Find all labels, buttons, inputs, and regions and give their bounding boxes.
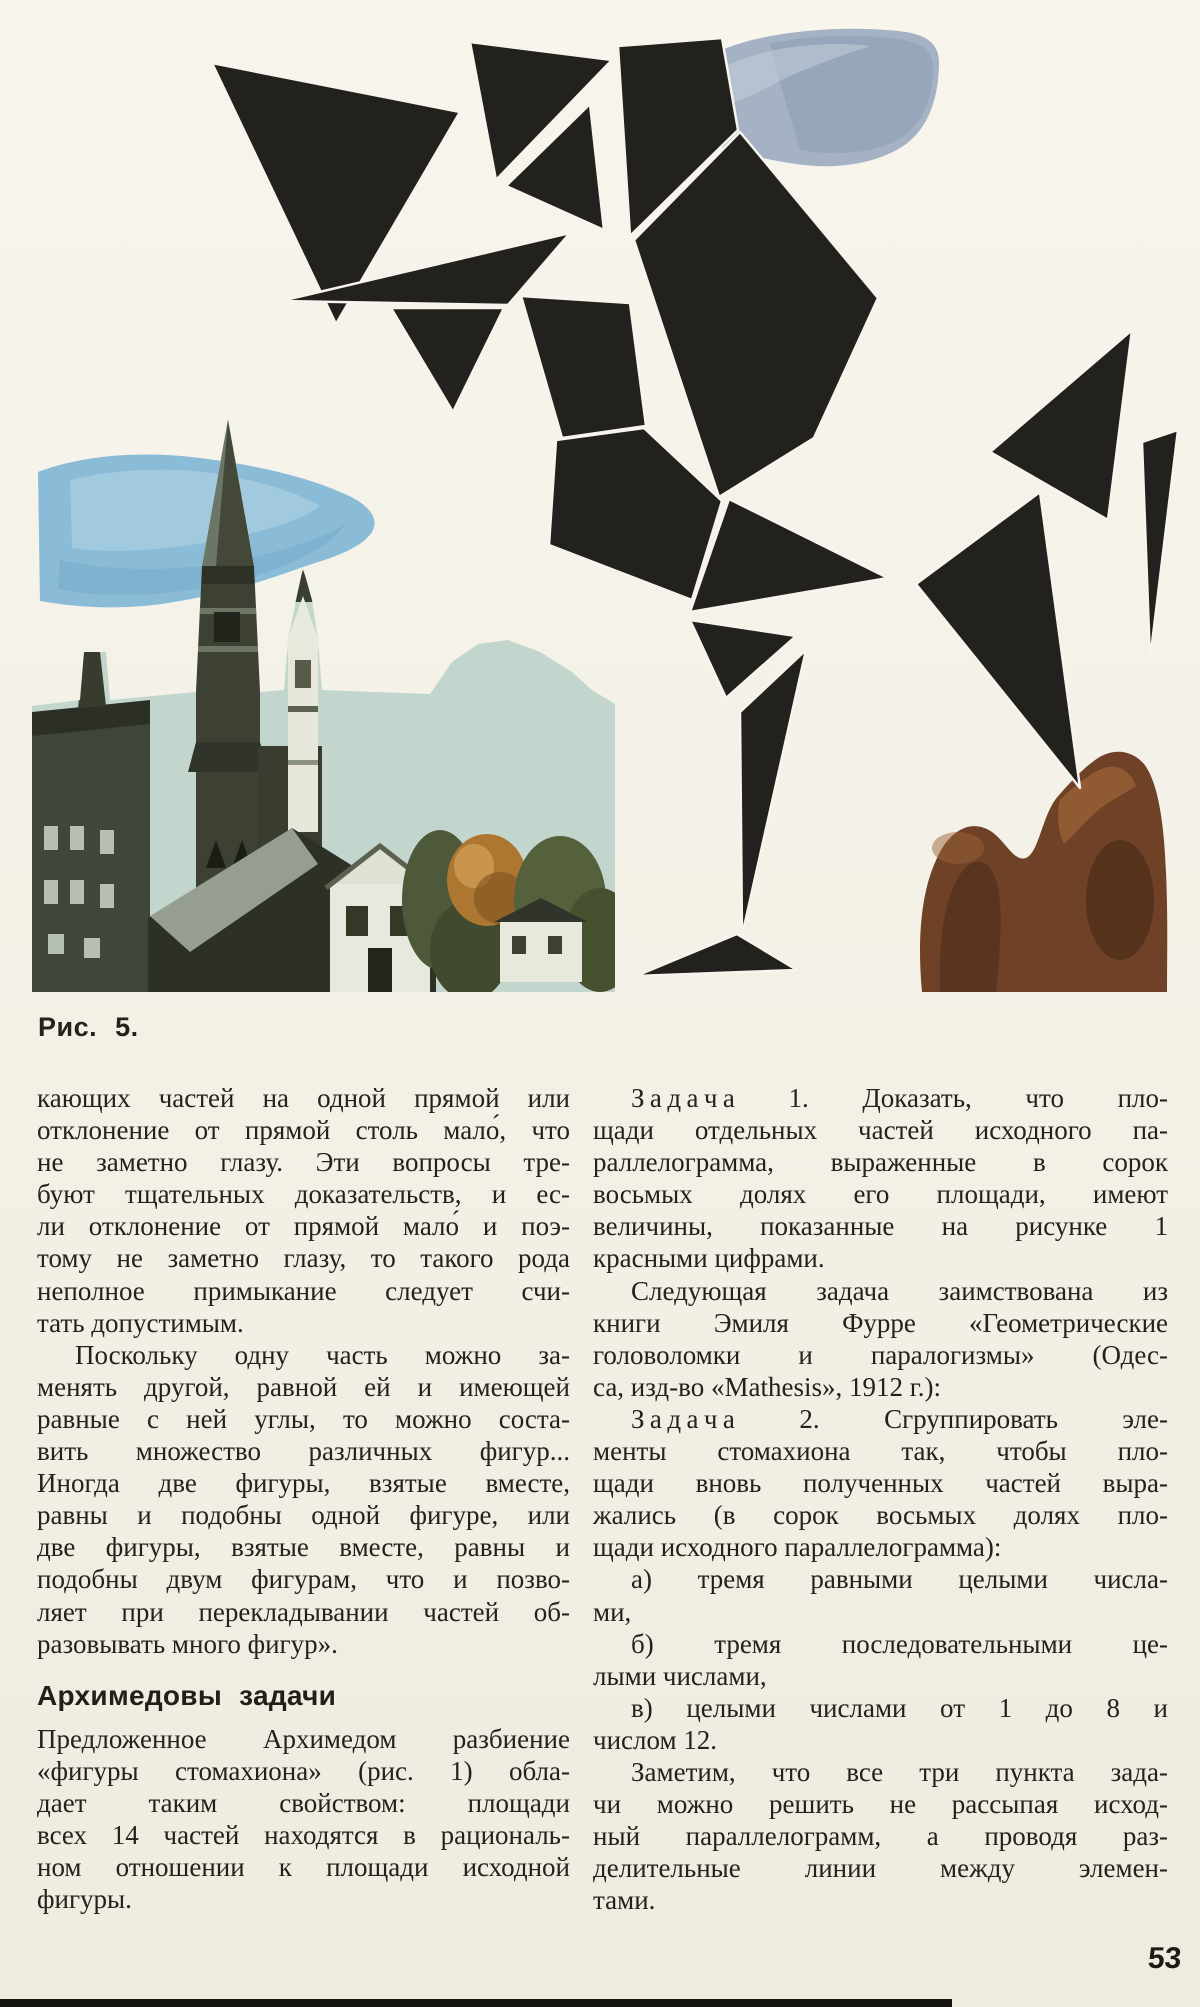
- text-line: Заметим, что все три пункта зада-: [631, 1756, 1168, 1787]
- text-line: «фигуры стомахиона» (рис. 1) обла-: [37, 1755, 570, 1786]
- right-column: [593, 1082, 1168, 1916]
- text-line: не заметно глазу. Эти вопросы тре-: [37, 1147, 570, 1178]
- text-line: подобны двум фигурам, что и позво-: [37, 1564, 570, 1595]
- text-line: головоломки и паралогизмы» (Одес-: [593, 1339, 1168, 1370]
- text-line: восьмых долях его площади, имеют: [593, 1179, 1168, 1210]
- text-line: тами.: [593, 1885, 656, 1916]
- text-line: вить множество различных фигур...: [37, 1436, 570, 1467]
- text-line: жались (в сорок восьмых долях пло-: [593, 1500, 1168, 1531]
- shoulder-quad: [521, 296, 646, 438]
- text-line: ляет при перекладывании частей об-: [37, 1596, 570, 1627]
- text-line: раллелограмма, выраженные в сорок: [593, 1147, 1168, 1178]
- text-line: дает таким свойством: площади: [37, 1787, 570, 1818]
- text-line: б) тремя последовательными це-: [631, 1628, 1168, 1659]
- text-line: чи можно решить не рассыпая исход-: [593, 1789, 1168, 1820]
- wing-triangle: [990, 330, 1132, 520]
- body-pentagon: [549, 428, 722, 600]
- text-line: менты стомахиона так, чтобы пло-: [593, 1436, 1168, 1467]
- white-steeple: [284, 570, 322, 832]
- scan-edge-artifact: [0, 1999, 952, 2007]
- text-line: красными цифрами.: [593, 1243, 825, 1274]
- chest-triangle: [391, 308, 504, 412]
- text-line: тать допустимым.: [37, 1307, 244, 1338]
- text-line: З а д а ч а 1. Доказать, что пло-: [631, 1083, 1168, 1113]
- text-line: фигуры.: [37, 1884, 132, 1915]
- text-line: равны и подобны одной фигуре, или: [37, 1500, 570, 1531]
- text-line: щади отдельных частей исходного па-: [593, 1115, 1168, 1146]
- text-line: щади вновь полученных частей выра-: [593, 1468, 1168, 1499]
- page-number: 53: [1146, 1942, 1183, 1975]
- text-line: разовывать много фигур».: [37, 1628, 338, 1659]
- left-column: [37, 1082, 570, 1915]
- belly-triangle: [690, 499, 888, 612]
- right-spike-triangle: [1142, 430, 1178, 660]
- section-heading: Архимедовы задачи: [37, 1679, 337, 1711]
- text-line: тому не заметно глазу, то такого рода: [37, 1243, 570, 1274]
- text-line: ный параллелограмм, а проводя раз-: [593, 1821, 1168, 1852]
- text-line: отклонение от прямой столь мало́, что: [37, 1115, 570, 1146]
- text-line: неполное примыкание следует счи-: [37, 1275, 570, 1306]
- text-line: Иногда две фигуры, взятые вместе,: [37, 1468, 570, 1499]
- text-line: З а д а ч а 2. Сгруппировать эле-: [631, 1403, 1168, 1434]
- text-line: в) целыми числами от 1 до 8 и: [631, 1692, 1168, 1723]
- text-line: Следующая задача заимствована из: [631, 1275, 1168, 1306]
- rock: [920, 752, 1167, 992]
- text-line: са, изд-во «Mathesis», 1912 г.):: [593, 1371, 941, 1402]
- text-line: числом 12.: [593, 1724, 718, 1755]
- text-line: Поскольку одну часть можно за-: [75, 1339, 570, 1370]
- text-line: ми,: [593, 1596, 632, 1627]
- text-line: буют тщательных доказательств, и ес-: [37, 1179, 570, 1210]
- text-line: ли отклонение от прямой мало́ и поэ-: [37, 1211, 570, 1242]
- text-line: щади исходного параллелограмма):: [593, 1532, 1002, 1563]
- text-line: кающих частей на одной прямой или: [37, 1083, 570, 1113]
- text-line: две фигуры, взятые вместе, равны и: [37, 1532, 570, 1563]
- text-line: величины, показанные на рисунке 1: [593, 1211, 1168, 1242]
- text-line: равные с ней углы, то можно соста-: [37, 1403, 570, 1434]
- text-line: всех 14 частей находятся в рациональ-: [37, 1819, 570, 1850]
- figure-caption: Рис. 5.: [38, 1012, 139, 1042]
- text-line: ном отношении к площади исходной: [37, 1852, 570, 1883]
- text-line: лыми числами,: [593, 1660, 767, 1691]
- text-line: менять другой, равной ей и имеющей: [37, 1371, 570, 1402]
- right-leg-triangle: [916, 492, 1080, 788]
- foot-triangle: [636, 934, 797, 976]
- text-line: книги Эмиля Фурре «Геометрические: [593, 1307, 1168, 1338]
- text-line: а) тремя равными целыми числа-: [631, 1564, 1168, 1595]
- text-line: Предложенное Архимедом разбиение: [37, 1723, 570, 1754]
- shin-triangle: [740, 650, 806, 936]
- text-line: делительные линии между элемен-: [593, 1853, 1168, 1884]
